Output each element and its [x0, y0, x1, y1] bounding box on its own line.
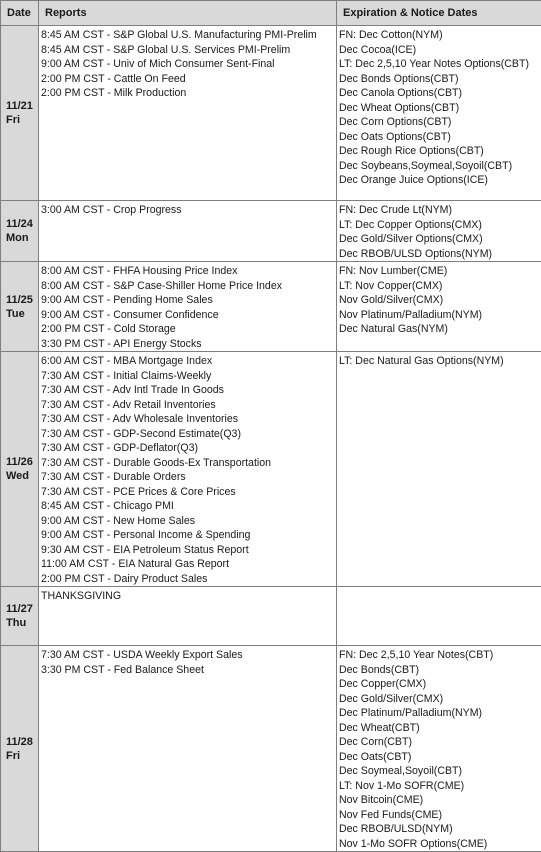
date-cell	[1, 587, 39, 646]
table-row	[1, 646, 541, 852]
expiration-item: LT: Nov 1-Mo SOFR(CME)	[339, 779, 541, 794]
expiration-cell	[337, 26, 541, 201]
expiration-cell	[337, 201, 541, 262]
expiration-item: Nov Fed Funds(CME)	[339, 808, 541, 823]
reports-cell	[39, 26, 337, 201]
expiration-item: Dec Wheat(CBT)	[339, 721, 541, 736]
expiration-cell	[337, 587, 541, 646]
report-item: 9:00 AM CST - Personal Income & Spending	[41, 528, 336, 543]
report-item: THANKSGIVING	[41, 589, 336, 604]
expiration-item: Dec Corn(CBT)	[339, 735, 541, 750]
report-item: 9:00 AM CST - Univ of Mich Consumer Sent-Final	[41, 57, 336, 72]
expiration-item: Nov Bitcoin(CME)	[339, 793, 541, 808]
day-label: Fri	[6, 749, 38, 763]
expiration-item: Nov Platinum/Palladium(NYM)	[339, 308, 541, 323]
report-item: 7:30 AM CST - PCE Prices & Core Prices	[41, 485, 336, 500]
expiration-item: FN: Nov Lumber(CME)	[339, 264, 541, 279]
expiration-item: Dec Soymeal,Soyoil(CBT)	[339, 764, 541, 779]
expiration-item: LT: Nov Copper(CMX)	[339, 279, 541, 294]
report-item: 3:30 PM CST - API Energy Stocks	[41, 337, 336, 352]
date-cell	[1, 646, 39, 852]
table-row	[1, 262, 541, 352]
report-item: 7:30 AM CST - Durable Goods-Ex Transportation	[41, 456, 336, 471]
reports-cell	[39, 587, 337, 646]
expiration-cell	[337, 262, 541, 352]
date-cell	[1, 26, 39, 201]
report-item: 9:00 AM CST - New Home Sales	[41, 514, 336, 529]
expiration-item: Dec Gold/Silver Options(CMX)	[339, 232, 541, 247]
report-item: 7:30 AM CST - USDA Weekly Export Sales	[41, 648, 336, 663]
table-row	[1, 26, 541, 201]
report-item: 9:00 AM CST - Consumer Confidence	[41, 308, 336, 323]
expiration-item: FN: Dec Crude Lt(NYM)	[339, 203, 541, 218]
expiration-item: LT: Dec 2,5,10 Year Notes Options(CBT)	[339, 57, 541, 72]
date-cell	[1, 201, 39, 262]
header-row	[1, 1, 541, 26]
expiration-cell	[337, 352, 541, 587]
expiration-item: Dec Wheat Options(CBT)	[339, 101, 541, 116]
report-item: 8:00 AM CST - FHFA Housing Price Index	[41, 264, 336, 279]
date-label: 11/21	[6, 99, 38, 113]
report-item: 2:00 PM CST - Cold Storage	[41, 322, 336, 337]
report-item: 7:30 AM CST - Adv Wholesale Inventories	[41, 412, 336, 427]
report-item: 8:45 AM CST - Chicago PMI	[41, 499, 336, 514]
date-label: 11/24	[6, 217, 38, 231]
report-item: 6:00 AM CST - MBA Mortgage Index	[41, 354, 336, 369]
day-label: Tue	[6, 307, 38, 321]
report-item: 7:30 AM CST - GDP-Second Estimate(Q3)	[41, 427, 336, 442]
expiration-item: Dec Orange Juice Options(ICE)	[339, 173, 541, 188]
expiration-item: Dec Cocoa(ICE)	[339, 43, 541, 58]
expiration-cell	[337, 646, 541, 852]
day-label: Mon	[6, 231, 38, 245]
expiration-item: Dec Oats(CBT)	[339, 750, 541, 765]
expiration-item: Dec Soybeans,Soymeal,Soyoil(CBT)	[339, 159, 541, 174]
report-item: 8:45 AM CST - S&P Global U.S. Manufacturing PMI-Prelim	[41, 28, 336, 43]
expiration-item: Dec Copper(CMX)	[339, 677, 541, 692]
date-label: 11/25	[6, 293, 38, 307]
report-item: 8:00 AM CST - S&P Case-Shiller Home Price Index	[41, 279, 336, 294]
day-label: Fri	[6, 113, 38, 127]
date-label: 11/27	[6, 602, 38, 616]
day-label: Wed	[6, 469, 38, 483]
expiration-item: Dec Gold/Silver(CMX)	[339, 692, 541, 707]
report-item: 2:00 PM CST - Dairy Product Sales	[41, 572, 336, 587]
reports-cell	[39, 262, 337, 352]
reports-cell	[39, 646, 337, 852]
report-item: 7:30 AM CST - Adv Retail Inventories	[41, 398, 336, 413]
report-item: 9:00 AM CST - Pending Home Sales	[41, 293, 336, 308]
expiration-item: Dec Canola Options(CBT)	[339, 86, 541, 101]
report-item: 7:30 AM CST - Initial Claims-Weekly	[41, 369, 336, 384]
day-label: Thu	[6, 616, 38, 630]
expiration-item: Dec Oats Options(CBT)	[339, 130, 541, 145]
expiration-item: LT: Dec Copper Options(CMX)	[339, 218, 541, 233]
report-item: 7:30 AM CST - Adv Intl Trade In Goods	[41, 383, 336, 398]
expiration-item: Nov Gold/Silver(CMX)	[339, 293, 541, 308]
report-item: 7:30 AM CST - GDP-Deflator(Q3)	[41, 441, 336, 456]
date-label: 11/26	[6, 455, 38, 469]
report-item: 7:30 AM CST - Durable Orders	[41, 470, 336, 485]
date-cell	[1, 352, 39, 587]
expiration-item: Dec Natural Gas(NYM)	[339, 322, 541, 337]
report-item: 11:00 AM CST - EIA Natural Gas Report	[41, 557, 336, 572]
expiration-item: Dec Bonds Options(CBT)	[339, 72, 541, 87]
report-item: 3:30 PM CST - Fed Balance Sheet	[41, 663, 336, 678]
table-row	[1, 352, 541, 587]
expiration-item: Dec Platinum/Palladium(NYM)	[339, 706, 541, 721]
reports-column-header: Reports	[39, 1, 337, 26]
date-column-header: Date	[1, 1, 39, 26]
expiration-item: Dec Bonds(CBT)	[339, 663, 541, 678]
date-cell	[1, 262, 39, 352]
expiration-item: Dec Rough Rice Options(CBT)	[339, 144, 541, 159]
expiration-item: Dec RBOB/ULSD Options(NYM)	[339, 247, 541, 262]
expiration-item: Dec RBOB/ULSD(NYM)	[339, 822, 541, 837]
table-row	[1, 587, 541, 646]
reports-cell	[39, 201, 337, 262]
reports-cell	[39, 352, 337, 587]
report-item: 3:00 AM CST - Crop Progress	[41, 203, 336, 218]
report-item: 8:45 AM CST - S&P Global U.S. Services PMI-Prelim	[41, 43, 336, 58]
date-label: 11/28	[6, 735, 38, 749]
expiration-column-header: Expiration & Notice Dates	[337, 1, 541, 26]
expiration-item: FN: Dec Cotton(NYM)	[339, 28, 541, 43]
expiration-item: FN: Dec 2,5,10 Year Notes(CBT)	[339, 648, 541, 663]
table-row	[1, 201, 541, 262]
expiration-item: Dec Corn Options(CBT)	[339, 115, 541, 130]
expiration-item: Nov 1-Mo SOFR Options(CME)	[339, 837, 541, 852]
expiration-item: LT: Dec Natural Gas Options(NYM)	[339, 354, 541, 369]
report-item: 2:00 PM CST - Milk Production	[41, 86, 336, 101]
report-item: 9:30 AM CST - EIA Petroleum Status Report	[41, 543, 336, 558]
report-item: 2:00 PM CST - Cattle On Feed	[41, 72, 336, 87]
